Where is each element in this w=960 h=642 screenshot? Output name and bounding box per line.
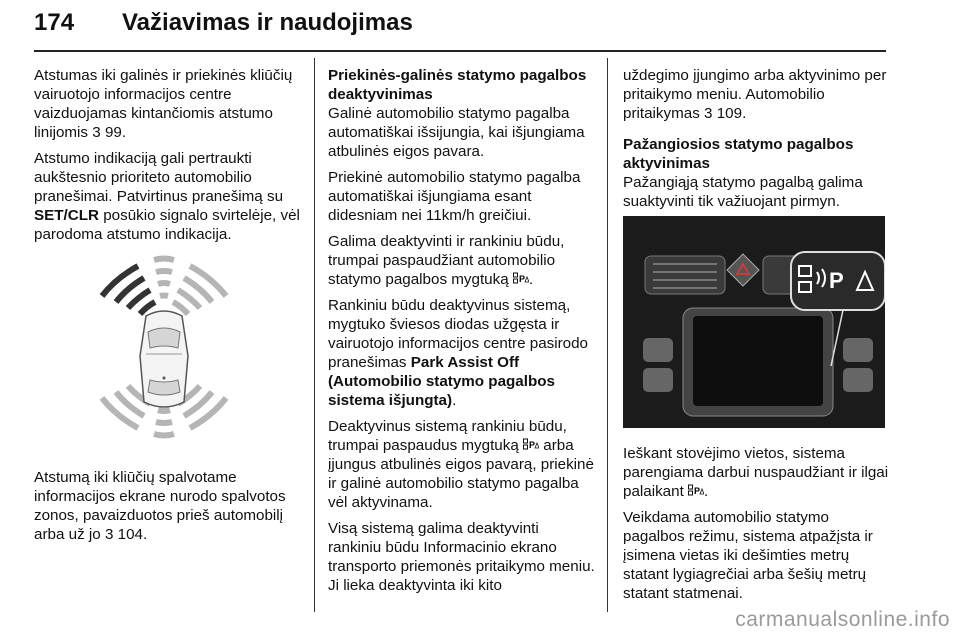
svg-text:P: P xyxy=(829,268,844,293)
svg-text:P: P xyxy=(529,440,536,450)
column-2 xyxy=(328,66,596,602)
paragraph: Atstumas iki galinės ir priekinės kliūčių vairuotojo informacijos centre vaizduojamas kintančiomis atstumo linijomis 3 99. xyxy=(34,67,293,141)
park-assist-button-icon xyxy=(688,482,704,501)
page-reference[interactable]: 99. xyxy=(104,124,127,141)
paragraph: Atstumą iki kliūčių spalvotame informacijos ekrane nurodo spalvotos zonos, pavaizduotos prieš automobilį arba už jo 3 104. xyxy=(34,469,286,543)
paragraph: uždegimo įjungimo arba aktyvinimo per pritaikymo meniu. Automobilio pritaikymas 3 109. xyxy=(623,67,887,122)
paragraph: Priekinė automobilio statymo pagalba automatiškai išjungiama esant didesniam nei 11km/h greičiui. xyxy=(328,169,581,224)
svg-text:P: P xyxy=(694,486,701,496)
bold-term: SET/CLR xyxy=(34,207,99,224)
paragraph: Pažangiąją statymo pagalbą galima suaktyvinti tik važiuojant pirmyn. xyxy=(623,174,863,210)
section-heading: Priekinės-galinės statymo pagalbos deaktyvinimas xyxy=(328,67,587,103)
park-assist-button-icon xyxy=(513,270,529,289)
page-header xyxy=(34,6,886,52)
park-assist-button-icon xyxy=(523,436,539,455)
reference-arrow-icon: 3 xyxy=(104,526,114,543)
section-heading: Pažangiosios statymo pagalbos aktyvinimas xyxy=(623,136,854,172)
page-reference[interactable]: 109. xyxy=(716,105,747,122)
column-1-lower xyxy=(34,468,306,551)
column-3-lower xyxy=(623,444,891,610)
center-console-photo xyxy=(623,216,885,428)
car-top-view-icon xyxy=(34,244,298,450)
watermark: carmanualsonline.info xyxy=(735,608,950,631)
paragraph: Atstumo indikaciją gali pertraukti aukštesnio prioriteto automobilio pranešimai. Patvirtinus pranešimą su SET/CLR posūkio signalo svirtelėje, vėl parodoma atstumo indikacija. xyxy=(34,150,300,243)
paragraph: Galinė automobilio statymo pagalba automatiškai išsijungia, kai išjungiama atbulinės eigos pavara. xyxy=(328,105,585,160)
paragraph: Ieškant stovėjimo vietos, sistema parengiama darbui nuspaudžiant ir ilgai palaikant P . xyxy=(623,445,889,500)
reference-arrow-icon: 3 xyxy=(92,124,101,141)
svg-text:P: P xyxy=(518,274,525,284)
column-divider xyxy=(607,58,608,612)
column-1 xyxy=(34,66,306,251)
page-reference[interactable]: 104. xyxy=(117,526,148,543)
parking-sensor-illustration xyxy=(34,244,298,450)
paragraph: Galima deaktyvinti ir rankiniu būdu, trumpai paspaudžiant automobilio statymo pagalbos mygtuką P . xyxy=(328,233,565,288)
column-3 xyxy=(623,66,891,218)
column-divider xyxy=(314,58,315,612)
paragraph: Visą sistemą galima deaktyvinti rankiniu būdu Informacinio ekrano transporto priemonės pritaikymo meniu. Ji lieka deaktyvinta iki kito xyxy=(328,520,595,594)
reference-arrow-icon: 3 xyxy=(704,105,713,122)
paragraph: Rankiniu būdu deaktyvinus sistemą, mygtuko šviesos diodas užgęsta ir vairuotojo informacijos centre pasirodo pranešimas Park Assist Off (Automobilio statymo pagalbos sistema išjungta). xyxy=(328,297,589,409)
page-title: Važiavimas ir naudojimas xyxy=(122,9,413,36)
message-text: Park Assist Off (Automobilio statymo pagalbos sistema išjungta) xyxy=(328,354,555,409)
paragraph: Veikdama automobilio statymo pagalbos režimu, sistema atpažįsta ir įsimena vietas iki dešimties metrų statant lygiagrečiai arba šešių metrų statant statmenai. xyxy=(623,509,873,602)
page-number: 174 xyxy=(34,9,75,36)
console-illustration xyxy=(623,216,885,428)
paragraph: Deaktyvinus sistemą rankiniu būdu, trumpai paspaudus mygtuką P arba įjungus atbulinės eigos pavarą, priekinė ir galinė automobilio statymo pagalba vėl aktyvinama. xyxy=(328,418,594,511)
